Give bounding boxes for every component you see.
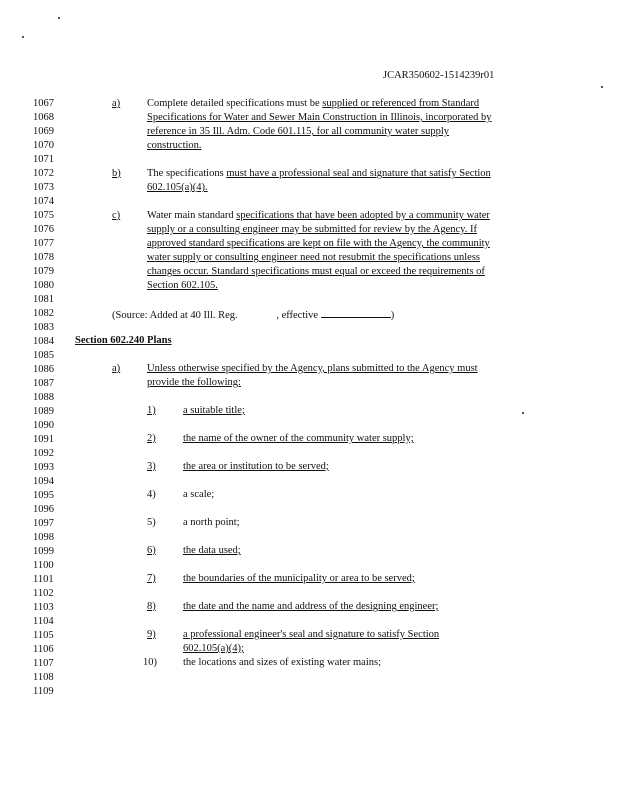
source-note: (Source: Added at 40 Ill. Reg. , effective )	[112, 310, 395, 321]
line-number: 1095	[33, 490, 54, 501]
plan-item-number: 5)	[147, 517, 156, 528]
plan-item-text: the data used;	[183, 545, 241, 556]
line-number: 1076	[33, 224, 54, 235]
line-number: 1081	[33, 294, 54, 305]
plan-item-text: the locations and sizes of existing water mains;	[183, 657, 381, 668]
line-number: 1074	[33, 196, 54, 207]
line-number: 1088	[33, 392, 54, 403]
subsection-a-line1: Complete detailed specifications must be supplied or referenced from Standard	[147, 98, 480, 109]
document-id: JCAR350602-1514239r01	[383, 70, 495, 81]
line-number: 1082	[33, 308, 54, 319]
line-number: 1087	[33, 378, 54, 389]
line-number: 1089	[33, 406, 54, 417]
scan-speck	[22, 36, 24, 38]
plan-item-text: the area or institution to be served;	[183, 461, 329, 472]
line-number: 1094	[33, 476, 54, 487]
section-a-label: a)	[112, 363, 121, 374]
line-number: 1096	[33, 504, 54, 515]
plan-item-text: a north point;	[183, 517, 240, 528]
line-number: 1098	[33, 532, 54, 543]
plan-item-text: a scale;	[183, 489, 215, 500]
line-number: 1072	[33, 168, 54, 179]
subsection-c-line3: approved standard specifications are kept on file with the Agency, the community	[147, 238, 490, 249]
line-number: 1106	[33, 644, 54, 655]
plan-item-number: 10)	[143, 657, 157, 668]
line-number: 1073	[33, 182, 54, 193]
line-number: 1103	[33, 602, 54, 613]
line-number: 1097	[33, 518, 54, 529]
line-number: 1078	[33, 252, 54, 263]
plan-item-number: 1)	[147, 405, 156, 416]
line-number: 1071	[33, 154, 54, 165]
subsection-c-line2: supply or a consulting engineer may be submitted for review by the Agency. If	[147, 224, 477, 235]
section-a-line2: provide the following:	[147, 377, 241, 388]
subsection-c-line5: changes occur. Standard specifications must equal or exceed the requirements of	[147, 266, 485, 277]
plan-item-text: the name of the owner of the community water supply;	[183, 433, 414, 444]
line-number: 1077	[33, 238, 54, 249]
plan-item-text: the boundaries of the municipality or area to be served;	[183, 573, 415, 584]
plan-item-number: 3)	[147, 461, 156, 472]
subsection-c-line6: Section 602.105.	[147, 280, 218, 291]
line-number: 1086	[33, 364, 54, 375]
section-a-line1: Unless otherwise specified by the Agency, plans submitted to the Agency must	[147, 363, 478, 374]
line-number: 1084	[33, 336, 54, 347]
plan-item-number: 6)	[147, 545, 156, 556]
line-number: 1080	[33, 280, 54, 291]
subsection-a-label: a)	[112, 98, 121, 109]
line-number: 1100	[33, 560, 54, 571]
plan-item-number: 4)	[147, 489, 156, 500]
line-number: 1092	[33, 448, 54, 459]
line-number: 1108	[33, 672, 54, 683]
line-number: 1075	[33, 210, 54, 221]
subsection-c-line4: water supply or consulting engineer need not resubmit the specifications unless	[147, 252, 481, 263]
subsection-c-line1: Water main standard specifications that have been adopted by a community water	[147, 210, 490, 221]
line-number: 1093	[33, 462, 54, 473]
line-number: 1091	[33, 434, 54, 445]
scan-speck	[522, 412, 524, 414]
plan-item-text: a professional engineer's seal and signature to satisfy Section	[183, 629, 440, 640]
line-number: 1069	[33, 126, 54, 137]
subsection-a-line4: construction.	[147, 140, 202, 151]
scan-speck	[601, 86, 603, 88]
line-number: 1101	[33, 574, 54, 585]
line-number: 1067	[33, 98, 54, 109]
line-number: 1070	[33, 140, 54, 151]
line-number: 1079	[33, 266, 54, 277]
line-number: 1099	[33, 546, 54, 557]
plan-item-text: the date and the name and address of the designing engineer;	[183, 601, 439, 612]
plan-item-number: 8)	[147, 601, 156, 612]
scan-speck	[58, 17, 60, 19]
plan-item-text-continued: 602.105(a)(4);	[183, 643, 244, 654]
subsection-a-line3: reference in 35 Ill. Adm. Code 601.115, for all community water supply	[147, 126, 449, 137]
plan-item-number: 7)	[147, 573, 156, 584]
line-number: 1105	[33, 630, 54, 641]
subsection-b-line2: 602.105(a)(4).	[147, 182, 208, 193]
line-number: 1109	[33, 686, 54, 697]
subsection-a-line2: Specifications for Water and Sewer Main Construction in Illinois, incorporated by	[147, 112, 492, 123]
line-number: 1104	[33, 616, 54, 627]
plan-item-text: a suitable title;	[183, 405, 245, 416]
section-heading: Section 602.240 Plans	[75, 335, 172, 346]
subsection-b-label: b)	[112, 168, 121, 179]
line-number: 1083	[33, 322, 54, 333]
plan-item-number: 9)	[147, 629, 156, 640]
line-number: 1107	[33, 658, 54, 669]
line-number: 1102	[33, 588, 54, 599]
line-number: 1090	[33, 420, 54, 431]
subsection-c-label: c)	[112, 210, 121, 221]
line-number: 1085	[33, 350, 54, 361]
plan-item-number: 2)	[147, 433, 156, 444]
subsection-b-line1: The specifications must have a professional seal and signature that satisfy Section	[147, 168, 491, 179]
line-number: 1068	[33, 112, 54, 123]
